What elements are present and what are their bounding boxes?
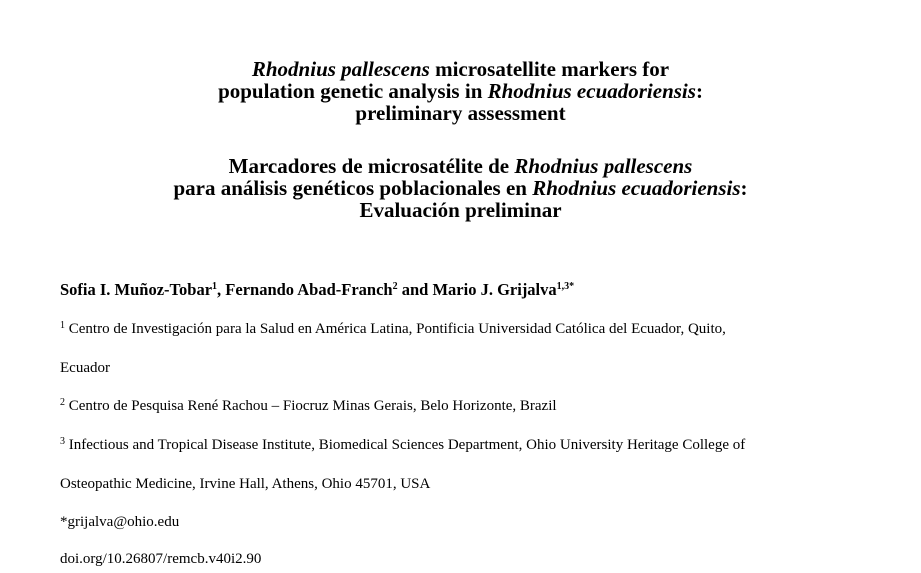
- title-en-line-3: preliminary assessment: [355, 101, 566, 125]
- species-name: Rhodnius ecuadoriensis: [487, 79, 696, 103]
- author-affiliation-marker: 2: [392, 281, 398, 292]
- affiliation-number: 2: [60, 397, 65, 408]
- species-name: Rhodnius ecuadoriensis: [532, 176, 741, 200]
- title-es-line-2: para análisis genéticos poblacionales en Rhodnius ecuadoriensis:: [173, 176, 748, 200]
- affiliation-number: 3: [60, 436, 65, 447]
- author-affiliation-marker: 1,3*: [556, 281, 575, 292]
- title-english: [0, 58, 921, 124]
- author-affiliation-marker: 1: [212, 281, 218, 292]
- title-spanish: [0, 155, 921, 221]
- title-en-line-2: population genetic analysis in Rhodnius ecuadoriensis:: [218, 79, 703, 103]
- doi-link[interactable]: doi.org/10.26807/remcb.v40i2.90: [60, 551, 262, 567]
- title-es-line-1: Marcadores de microsatélite de Rhodnius pallescens: [228, 154, 693, 178]
- species-name: Rhodnius pallescens: [514, 154, 693, 178]
- affiliation-number: 1: [60, 320, 65, 331]
- author-name: Fernando Abad-Franch: [225, 280, 393, 299]
- species-name: Rhodnius pallescens: [251, 57, 430, 81]
- title-en-line-1: Rhodnius pallescens microsatellite markers for: [251, 57, 670, 81]
- author-name: Mario J. Grijalva: [432, 280, 557, 299]
- affiliation-1: $^1$ Centro de Investigación para la Salud en América Latina, Pontificia Universidad Católica del Ecuador, Quito,: [60, 320, 726, 337]
- affiliation-2: $^2$ Centro de Pesquisa René Rachou – Fiocruz Minas Gerais, Belo Horizonte, Brazil: [60, 397, 557, 414]
- affiliation-3: $^3$ Infectious and Tropical Disease Institute, Biomedical Sciences Department, Ohio University Heritage College of: [60, 436, 746, 453]
- affiliation-1-continued: Ecuador: [60, 360, 110, 376]
- title-es-line-3: Evaluación preliminar: [359, 198, 562, 222]
- corresponding-email[interactable]: *grijalva@ohio.edu: [60, 514, 180, 530]
- author-list: Sofia I. Muñoz-Tobar$^1$, Fernando Abad-Franch$^2$ and Mario J. Grijalva$^{1,3*}$: [60, 280, 575, 299]
- affiliation-3-continued: Osteopathic Medicine, Irvine Hall, Athens, Ohio 45701, USA: [60, 476, 431, 492]
- author-name: Sofia I. Muñoz-Tobar: [60, 280, 213, 299]
